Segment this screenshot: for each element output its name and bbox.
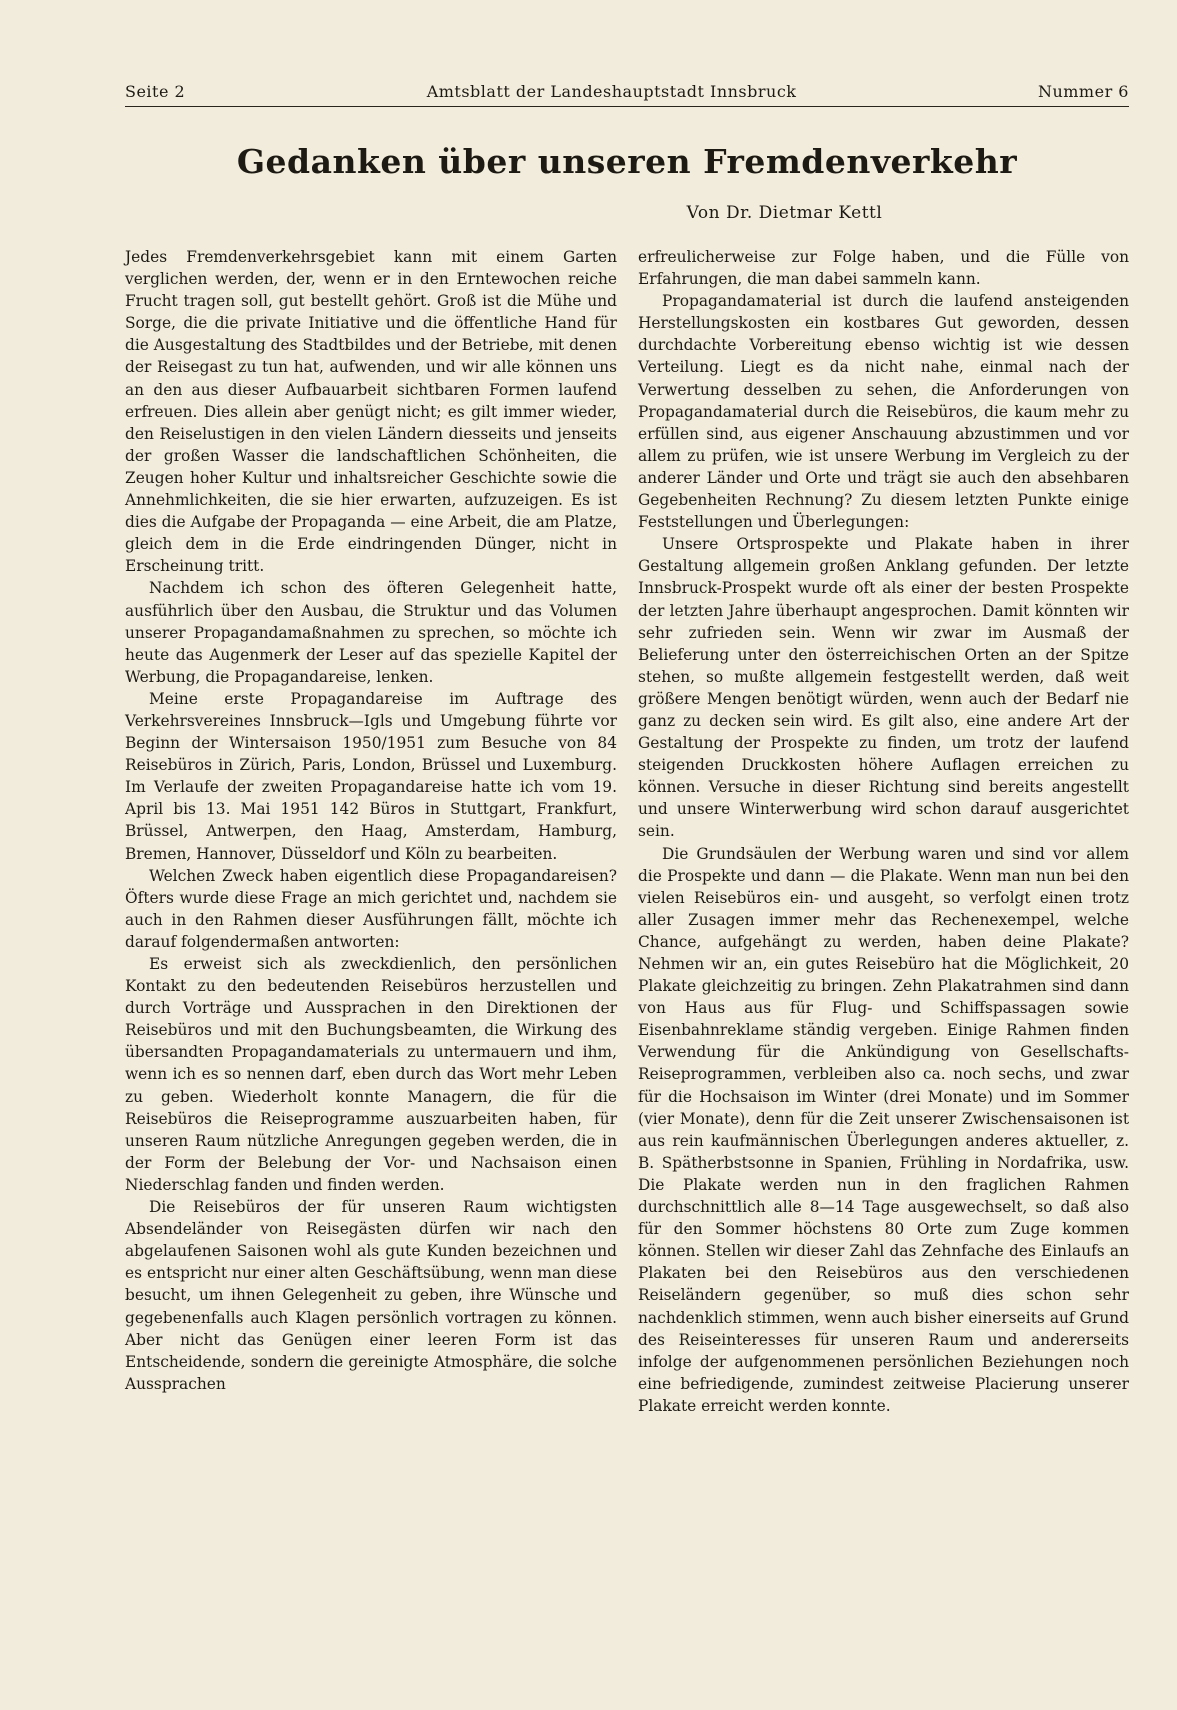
paragraph: Meine erste Propagandareise im Auftrage des Verkehrsvereines Innsbruck—Igls und Umgebung führte vor Beginn der Wintersaison 1950/1951 zum Besuche von 84 Reisebüros in Zürich, Paris, London, Brüssel und Luxemburg. Im Verlaufe der zweiten Propagandareise hatte ich vom 19. April bis 13. Mai 1951 142 Büros in Stuttgart, Frankfurt, Brüssel, Antwerpen, den Haag, Amsterdam, Hamburg, Bremen, Hannover, Düsseldorf und Köln zu bearbeiten.: [125, 689, 617, 863]
page-number: Seite 2: [125, 82, 186, 101]
article-byline: Von Dr. Dietmar Kettl: [686, 203, 883, 223]
article-column-right: [638, 246, 1129, 1417]
paragraph: Jedes Fremdenverkehrsgebiet kann mit einem Garten verglichen werden, der, wenn er in den Erntewochen reiche Frucht tragen soll, gut bestellt gehört. Groß ist die Mühe und Sorge, die die private Initiative und die öffentliche Hand für die Ausgestaltung des Stadtbildes und der Betriebe, mit denen der Reisegast zu tun hat, aufwenden, und wir alle können uns an den aus dieser Aufbauarbeit sichtbaren Formen laufend erfreuen. Dies allein aber genügt nicht; es gilt immer wieder, den Reiselustigen in den vielen Ländern diesseits und jenseits der großen Wasser die landschaftlichen Schönheiten, die Zeugen hoher Kultur und inhaltsreicher Geschichte sowie die Annehmlichkeiten, die sie hier erwarten, aufzuzeigen. Es ist dies die Aufgabe der Propaganda — eine Arbeit, die am Platze, gleich dem in die Erde eindringenden Dünger, nicht in Erscheinung tritt.: [125, 248, 617, 576]
publication-title: Amtsblatt der Landeshauptstadt Innsbruck: [426, 82, 797, 101]
paragraph: Es erweist sich als zweckdienlich, den persönlichen Kontakt zu den bedeutenden Reisebüros herzustellen und durch Vorträge und Aussprachen in den Direktionen der Reisebüros und mit den Buchungsbeamten, die Wirkung des übersandten Propagandamaterials zu untermauern und ihm, wenn ich es so nennen darf, eben durch das Wort mehr Leben zu geben. Wiederholt konnte Managern, die für die Reisebüros die Reiseprogramme auszuarbeiten haben, für unseren Raum nützliche Anregungen gegeben werden, die in der Form der Belebung der Vor- und Nachsaison einen Niederschlag fanden und finden werden.: [125, 955, 617, 1194]
issue-number: Nummer 6: [1037, 82, 1129, 101]
article-title: Gedanken über unseren Fremdenverkehr: [236, 142, 1018, 181]
paragraph: Nachdem ich schon des öfteren Gelegenheit hatte, ausführlich über den Ausbau, die Struktur und das Volumen unserer Propagandamaßnahmen zu sprechen, so möchte ich heute das Augenmerk der Leser auf das spezielle Kapitel der Werbung, die Propagandareise, lenken.: [125, 579, 617, 686]
page-header: [125, 82, 1129, 101]
paragraph: erfreulicherweise zur Folge haben, und die Fülle von Erfahrungen, die man dabei sammeln kann.: [638, 248, 1129, 289]
article-column-left: [125, 246, 617, 1395]
header-rule: [125, 106, 1129, 107]
paragraph: Die Reisebüros der für unseren Raum wichtigsten Absendeländer von Reisegästen dürfen wir nach den abgelaufenen Saisonen wohl als gute Kunden bezeichnen und es entspricht nur einer alten Geschäftsübung, wenn man diese besucht, um ihnen Gelegenheit zu geben, ihre Wünsche und gegebenenfalls auch Klagen persönlich vortragen zu können. Aber nicht das Genügen einer leeren Form ist das Entscheidende, sondern die gereinigte Atmosphäre, die solche Aussprachen: [125, 1198, 617, 1393]
paragraph: Welchen Zweck haben eigentlich diese Propagandareisen? Öfters wurde diese Frage an mich gerichtet und, nachdem sie auch in den Rahmen dieser Ausführungen fällt, möchte ich darauf folgendermaßen antworten:: [125, 866, 617, 951]
paragraph: Die Grundsäulen der Werbung waren und sind vor allem die Prospekte und dann — die Plakate. Wenn man nun bei den vielen Reisebüros ein- und ausgeht, so verfolgt einen trotz aller Zusagen immer mehr das Rechenexempel, welche Chance, aufgehängt zu werden, haben deine Plakate? Nehmen wir an, ein gutes Reisebüro hat die Möglichkeit, 20 Plakate gleichzeitig zu bringen. Zehn Plakatrahmen sind dann von Haus aus für Flug- und Schiffspassagen sowie Eisenbahnreklame ständig vergeben. Einige Rahmen finden Verwendung für die Ankündigung von Gesellschafts-Reiseprogrammen, verbleiben also ca. noch sechs, und zwar für die Hochsaison im Winter (drei Monate) und im Sommer (vier Monate), denn für die Zeit unserer Zwischensaisonen ist aus rein kaufmännischen Überlegungen anderes aktueller, z. B. Spätherbstsonne in Spanien, Frühling in Nordafrika, usw. Die Plakate werden nun in den fraglichen Rahmen durchschnittlich alle 8—14 Tage ausgewechselt, so daß also für den Sommer höchstens 80 Orte zum Zuge kommen können. Stellen wir dieser Zahl das Zehnfache des Einlaufs an Plakaten bei den Reisebüros aus den verschiedenen Reiseländern gegenüber, so muß dies schon sehr nachdenklich stimmen, wenn auch bisher einerseits auf Grund des Reiseinteresses für unseren Raum und andererseits infolge der aufgenommenen persönlichen Beziehungen noch eine befriedigende, zumindest zeitweise Placierung unserer Plakate erreicht werden konnte.: [638, 844, 1129, 1415]
paragraph: Propagandamaterial ist durch die laufend ansteigenden Herstellungskosten ein kostbares Gut geworden, dessen durchdachte Vorbereitung ebenso wichtig ist wie dessen Verteilung. Liegt es da nicht nahe, einmal nach der Verwertung desselben zu sehen, die Anforderungen von Propagandamaterial durch die Reisebüros, die kaum mehr zu erfüllen sind, aus eigener Anschauung abzustimmen und vor allem zu prüfen, wie ist unsere Werbung im Vergleich zu der anderer Länder und Orte und trägt sie auch den absehbaren Gegebenheiten Rechnung? Zu diesem letzten Punkte einige Feststellungen und Überlegungen:: [638, 292, 1129, 532]
paragraph: Unsere Ortsprospekte und Plakate haben in ihrer Gestaltung allgemein großen Anklang gefunden. Der letzte Innsbruck-Prospekt wurde oft als einer der besten Prospekte der letzten Jahre überhaupt angesprochen. Damit könnten wir sehr zufrieden sein. Wenn wir zwar im Ausmaß der Belieferung unter den österreichischen Orten an der Spitze stehen, so mußte allgemein festgestellt werden, daß weit größere Mengen benötigt würden, wenn auch der Bedarf nie ganz zu decken sein wird. Es gilt also, eine andere Art der Gestaltung der Prospekte zu finden, um trotz der laufend steigenden Druckkosten höhere Auflagen erreichen zu können. Versuche in dieser Richtung sind bereits angestellt und unsere Winterwerbung wird schon darauf ausgerichtet sein.: [638, 535, 1129, 841]
